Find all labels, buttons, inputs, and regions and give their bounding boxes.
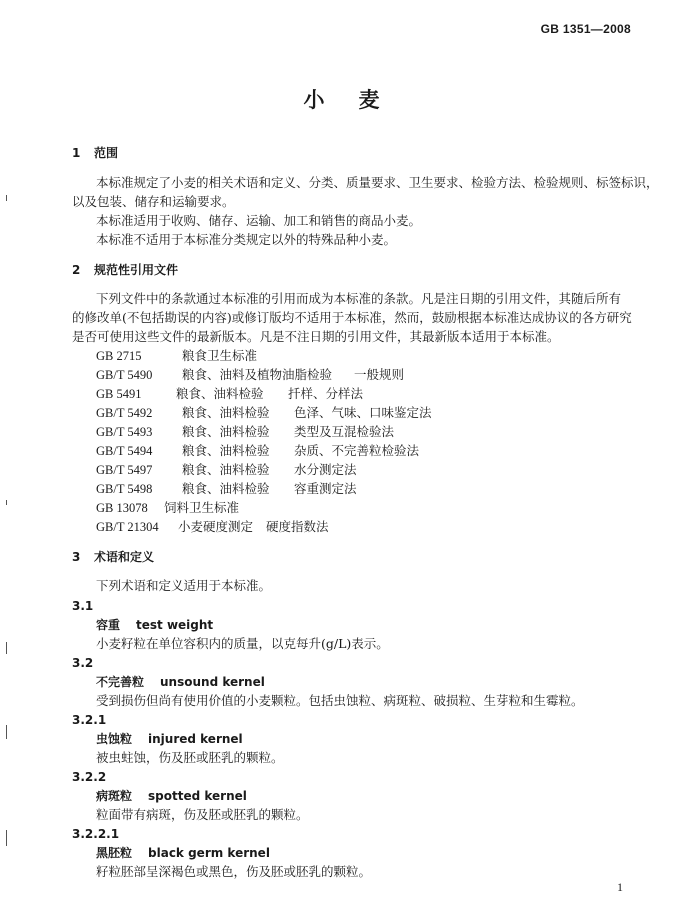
term-name-zh: 黑胚粒 [96, 846, 133, 860]
reference-title: 粮食、油料检验 [182, 405, 270, 420]
reference-item [96, 367, 404, 383]
section-title: 术语和定义 [94, 550, 155, 564]
term-name-zh: 病斑粒 [96, 789, 133, 803]
term-number: 3.2.2 [72, 770, 107, 784]
reference-subtitle: 水分测定法 [294, 462, 357, 477]
reference-subtitle: 硬度指数法 [266, 519, 329, 534]
reference-title: 饲料卫生标准 [164, 500, 240, 515]
section-title: 规范性引用文件 [94, 263, 179, 277]
reference-code: GB/T 5492 [96, 406, 153, 420]
term-number: 3.2.2.1 [72, 827, 120, 841]
reference-subtitle: 扦样、分样法 [288, 386, 364, 401]
term-name [96, 617, 213, 633]
term-number: 3.2.1 [72, 713, 107, 727]
reference-subtitle: 一般规则 [354, 367, 405, 382]
reference-item [96, 424, 394, 440]
reference-subtitle: 类型及互混检验法 [294, 424, 395, 439]
scan-edge-mark [6, 642, 7, 654]
reference-code: GB 13078 [96, 501, 148, 515]
reference-code: GB 5491 [96, 387, 142, 401]
term-name-en: unsound kernel [160, 675, 265, 689]
reference-title: 粮食、油料检验 [182, 424, 270, 439]
reference-item [96, 386, 363, 402]
page-number: 1 [617, 880, 623, 894]
reference-item [96, 405, 432, 421]
reference-code: GB/T 21304 [96, 520, 159, 534]
section-title: 范围 [94, 146, 119, 160]
section-3-heading [72, 549, 154, 565]
paragraph-line: 本标准适用于收购、储存、运输、加工和销售的商品小麦。 [96, 213, 422, 228]
reference-item [96, 443, 419, 459]
reference-code: GB/T 5497 [96, 463, 153, 477]
term-name-en: injured kernel [148, 732, 243, 746]
term-name [96, 731, 243, 747]
reference-title: 粮食、油料检验 [182, 443, 270, 458]
term-number: 3.1 [72, 599, 94, 613]
paragraph-line: 下列术语和定义适用于本标准。 [96, 578, 272, 593]
reference-title: 小麦硬度测定 [178, 519, 254, 534]
scan-edge-mark [6, 195, 7, 201]
section-number: 1 [72, 146, 81, 160]
reference-code: GB/T 5490 [96, 368, 153, 382]
term-name-en: spotted kernel [148, 789, 247, 803]
term-name [96, 788, 247, 804]
reference-code: GB 2715 [96, 349, 142, 363]
document-title: 小麦 [303, 88, 414, 112]
term-definition: 被虫蛀蚀，伤及胚或胚乳的颗粒。 [96, 750, 284, 765]
term-name-zh: 虫蚀粒 [96, 732, 133, 746]
term-name-en: black germ kernel [148, 846, 270, 860]
term-name-zh: 不完善粒 [96, 675, 145, 689]
scan-edge-mark [6, 725, 7, 739]
reference-code: GB/T 5493 [96, 425, 153, 439]
reference-title: 粮食、油料检验 [182, 462, 270, 477]
reference-title: 粮食、油料检验 [182, 481, 270, 496]
term-definition: 受到损伤但尚有使用价值的小麦颗粒。包括虫蚀粒、病斑粒、破损粒、生芽粒和生霉粒。 [96, 693, 584, 708]
reference-subtitle: 色泽、气味、口味鉴定法 [294, 405, 432, 420]
term-definition: 小麦籽粒在单位容积内的质量，以克每升(g/L)表示。 [96, 636, 389, 651]
reference-code: GB/T 5498 [96, 482, 153, 496]
section-1-heading [72, 145, 118, 161]
paragraph-line: 是否可使用这些文件的最新版本。凡是不注日期的引用文件，其最新版本适用于本标准。 [72, 329, 560, 344]
paragraph-line: 下列文件中的条款通过本标准的引用而成为本标准的条款。凡是注日期的引用文件，其随后所有 [96, 291, 622, 306]
reference-item [96, 519, 329, 535]
term-name-zh: 容重 [96, 618, 121, 632]
paragraph-line: 本标准规定了小麦的相关术语和定义、分类、质量要求、卫生要求、检验方法、检验规则、标签标识， [96, 175, 659, 190]
section-number: 2 [72, 263, 81, 277]
reference-title: 粮食卫生标准 [182, 348, 258, 363]
term-definition: 粒面带有病斑，伤及胚或胚乳的颗粒。 [96, 807, 309, 822]
reference-subtitle: 杂质、不完善粒检验法 [294, 443, 420, 458]
paragraph-line: 的修改单(不包括勘误的内容)或修订版均不适用于本标准，然而，鼓励根据本标准达成协议的各方研究 [72, 310, 632, 325]
term-number: 3.2 [72, 656, 94, 670]
scan-edge-mark [6, 500, 7, 505]
term-name-en: test weight [136, 618, 214, 632]
reference-item [96, 481, 357, 497]
paragraph-line: 本标准不适用于本标准分类规定以外的特殊品种小麦。 [96, 232, 397, 247]
reference-item [96, 462, 357, 478]
scan-edge-mark [6, 830, 7, 846]
term-name [96, 845, 270, 861]
section-2-heading [72, 262, 178, 278]
reference-item [96, 348, 257, 364]
reference-item [96, 500, 239, 516]
term-definition: 籽粒胚部呈深褐色或黑色，伤及胚或胚乳的颗粒。 [96, 864, 372, 879]
standard-code: GB 1351—2008 [540, 22, 631, 36]
reference-title: 粮食、油料检验 [176, 386, 264, 401]
term-name [96, 674, 265, 690]
section-number: 3 [72, 550, 81, 564]
reference-subtitle: 容重测定法 [294, 481, 357, 496]
paragraph-line: 以及包装、储存和运输要求。 [72, 194, 235, 209]
reference-title: 粮食、油料及植物油脂检验 [182, 367, 333, 382]
reference-code: GB/T 5494 [96, 444, 153, 458]
